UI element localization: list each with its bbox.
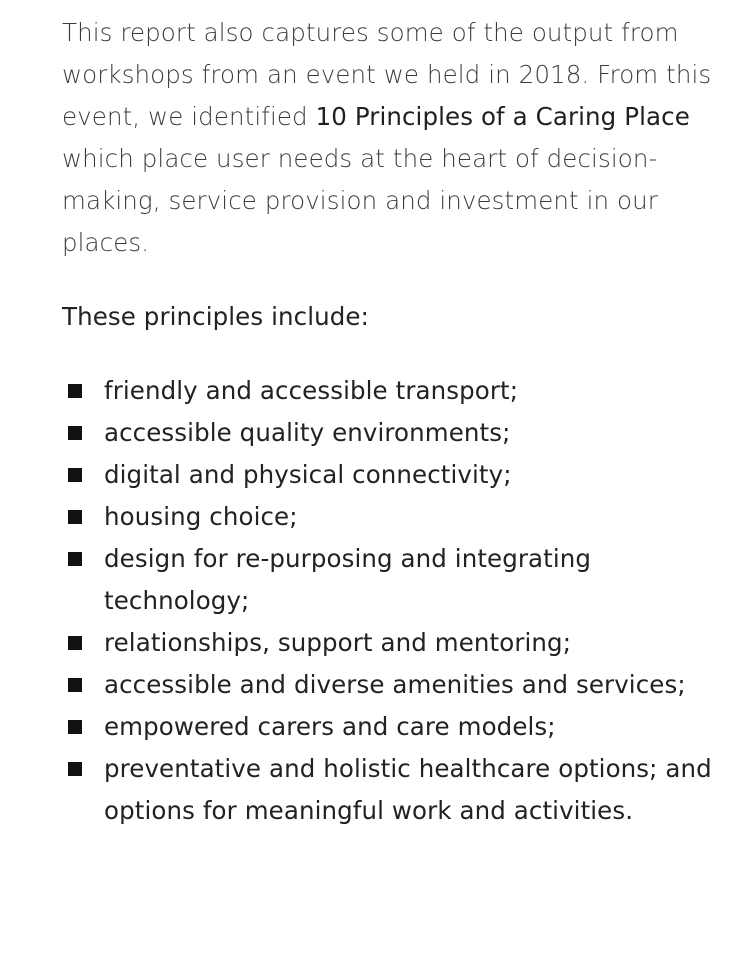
square-bullet-icon: [68, 636, 82, 650]
list-item: [62, 748, 732, 832]
list-item-text: preventative and holistic healthcare options; and options for meaningful work and activities.: [104, 754, 712, 825]
square-bullet-icon: [68, 678, 82, 692]
square-bullet-icon: [68, 762, 82, 776]
list-item: [62, 664, 732, 706]
square-bullet-icon: [68, 510, 82, 524]
intro-paragraph: [62, 12, 732, 264]
list-item-text: relationships, support and mentoring;: [104, 628, 572, 657]
square-bullet-icon: [68, 468, 82, 482]
list-item-text: digital and physical connectivity;: [104, 460, 512, 489]
list-item: [62, 454, 732, 496]
list-item: [62, 412, 732, 454]
list-item: [62, 706, 732, 748]
principles-emphasis: 10 Principles of a Caring Place: [315, 102, 690, 131]
list-item: [62, 622, 732, 664]
list-item-text: accessible quality environments;: [104, 418, 511, 447]
list-item-text: friendly and accessible transport;: [104, 376, 519, 405]
list-item-text: design for re-purposing and integrating technology;: [104, 544, 592, 615]
square-bullet-icon: [68, 426, 82, 440]
principles-intro: These principles include:: [62, 302, 369, 331]
square-bullet-icon: [68, 552, 82, 566]
list-item: [62, 370, 732, 412]
document-page: [62, 12, 732, 832]
paragraph-text-start: This report also captures some of the output from workshops from an event we held in 2018. From this event, we identified: [62, 18, 712, 131]
list-item-text: housing choice;: [104, 502, 298, 531]
list-item: [62, 538, 732, 622]
list-item-text: accessible and diverse amenities and services;: [104, 670, 686, 699]
paragraph-text-end: which place user needs at the heart of decision-making, service provision and investment in our places.: [62, 144, 658, 257]
principles-list: [62, 370, 732, 832]
square-bullet-icon: [68, 720, 82, 734]
list-item: [62, 496, 732, 538]
list-item-text: empowered carers and care models;: [104, 712, 556, 741]
square-bullet-icon: [68, 384, 82, 398]
